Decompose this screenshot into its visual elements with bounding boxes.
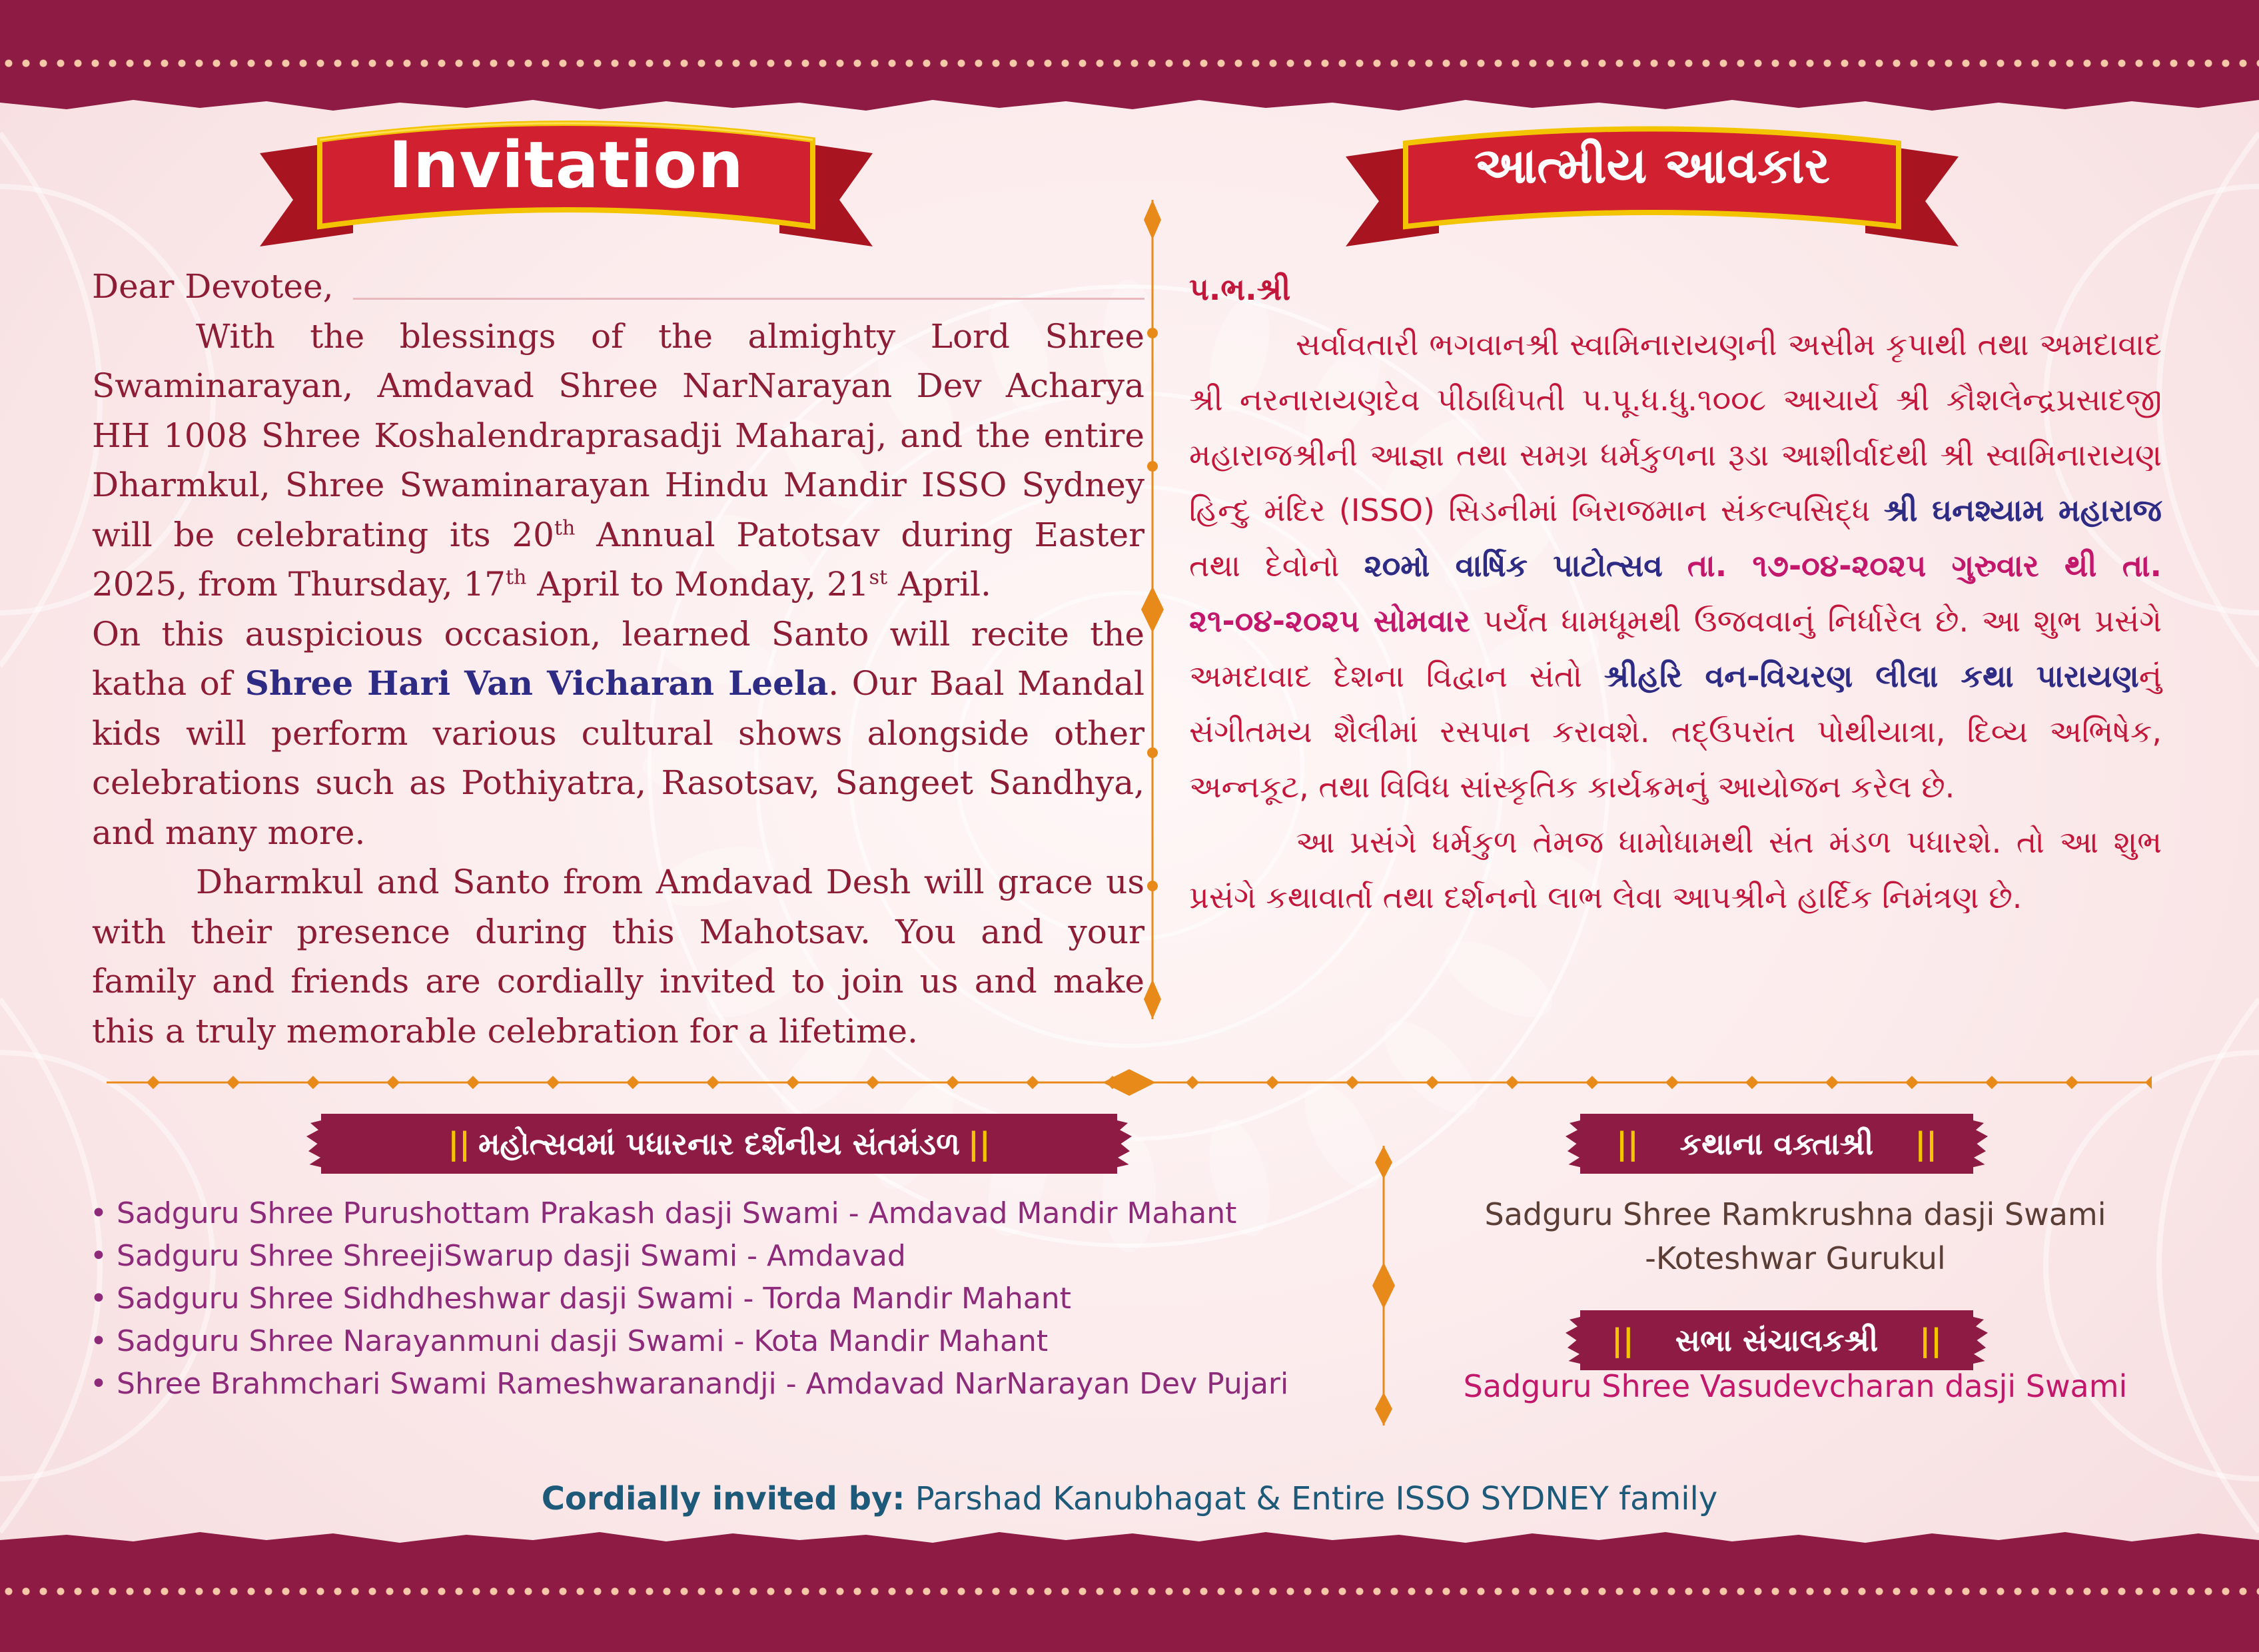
divider-ornament xyxy=(226,1076,240,1089)
heading-bar-left: || xyxy=(1611,1322,1634,1358)
divider-ornament xyxy=(2145,1076,2152,1089)
horizontal-ornament-divider xyxy=(107,1066,2152,1099)
para2-text-b: . Our Baal Mandal kids will perform various cultural shows alongside other celebrations such as Pothiyatra, Rasotsav, Sangeet Sandhya, and many more. xyxy=(92,664,1144,852)
bottom-dotted-trim xyxy=(0,1587,2259,1596)
superscript: th xyxy=(554,516,576,540)
katha-heading xyxy=(1580,1114,1973,1174)
divider-ornament xyxy=(1665,1076,1679,1089)
gu-highlight-dates: તા. ૧૭-૦૪-૨૦૨૫ ગુરુવાર થી તા. ૨૧-૦૪-૨૦૨૫ સોમવાર xyxy=(1189,548,2162,639)
gu-text: પર્યંત ધામધૂમથી ઉજવવાનું નિર્ધારેલ છે. આ શુભ પ્રસંગે અમદાવાદ દેશના વિદ્વાન સંતો xyxy=(1189,603,2162,694)
list-item: • Shree Brahmchari Swami Rameshwaranandji - Amdavad NarNarayan Dev Pujari xyxy=(90,1363,1356,1406)
mandala-petal xyxy=(1433,926,1564,1032)
heading-bar-right: || xyxy=(1915,1126,1937,1162)
gu-text: તથા દેવોનો xyxy=(1189,548,1364,584)
english-paragraph-2 xyxy=(92,610,1144,858)
bottom-torn-edge xyxy=(0,1529,2259,1549)
gu-text: સર્વાવતારી ભગવાનશ્રી સ્વામિનારાયણની અસીમ કૃપાથી તથા અમદાવાદ શ્રી નરનારાયણદેવ પીઠાધિપતી પ.પૂ.ધ.ધુ.૧૦૦૮ આચાર્ય શ્રી કૌશલેન્દ્રપ્રસાદજી મહારાજશ્રીની આજ્ઞા તથા સમગ્ર ધર્મકુળના રૂડા આશીર્વાદથી શ્રી સ્વામિનારાયણ હિન્દુ મંદિર (ISSO) સિડનીમાં બિરાજમાન સંકલ્પસિદ્ધ xyxy=(1189,326,2162,528)
heading-bar-left: || xyxy=(448,1126,470,1162)
divider-ornament xyxy=(1585,1076,1599,1089)
invited-by-label: Cordially invited by: xyxy=(541,1480,905,1517)
para2-text-a: On this auspicious occasion, learned Santo will recite the katha of xyxy=(92,614,1144,703)
top-border xyxy=(0,0,2259,100)
divider-ornament xyxy=(1346,1076,1359,1089)
divider-ornament xyxy=(1426,1076,1439,1089)
para1-text-d: April. xyxy=(887,565,991,604)
ribbon-title-english: Invitation xyxy=(388,128,744,203)
katha-speaker-place: -Koteshwar Gurukul xyxy=(1645,1240,1946,1276)
heading-bar-right: || xyxy=(968,1126,991,1162)
gu-highlight-ghanshyam: શ્રી ઘનશ્યામ મહારાજ xyxy=(1883,492,2162,528)
divider-ornament xyxy=(786,1076,799,1089)
vertical-ornament-divider-lower xyxy=(1367,1146,1400,1426)
divider-ornament xyxy=(1186,1076,1199,1089)
superscript: st xyxy=(869,566,888,590)
heading-bar-left: || xyxy=(1616,1126,1639,1162)
english-message xyxy=(92,262,1144,1056)
gu-highlight-katha: શ્રીહરિ વન-વિચરણ લીલા કથા પારાયણ xyxy=(1603,658,2139,694)
katha-title-highlight: Shree Hari Van Vicharan Leela xyxy=(244,663,829,703)
divider-ornament xyxy=(1825,1076,1839,1089)
top-dotted-trim xyxy=(0,59,2259,68)
invited-by-text: Parshad Kanubhagat & Entire ISSO SYDNEY family xyxy=(905,1480,1718,1517)
divider-ornament xyxy=(546,1076,560,1089)
divider-ornament xyxy=(1745,1076,1759,1089)
top-torn-edge xyxy=(0,93,2259,113)
gujarati-message xyxy=(1189,262,2162,925)
divider-ornament xyxy=(1905,1076,1919,1089)
divider-ornament xyxy=(1266,1076,1279,1089)
invitation-ribbon xyxy=(253,113,879,260)
sant-mandal-heading xyxy=(321,1114,1117,1174)
cordially-invited-by xyxy=(0,1480,2259,1517)
heading-bar-right: || xyxy=(1919,1322,1942,1358)
gu-highlight-patotsav: ૨૦મો વાર્ષિક પાટોત્સવ xyxy=(1364,548,1663,584)
list-item: • Sadguru Shree Sidhdheshwar dasji Swami - Torda Mandir Mahant xyxy=(90,1278,1356,1320)
salutation-english xyxy=(92,262,1144,312)
divider-ornament xyxy=(866,1076,879,1089)
sant-mandal-heading-text: મહોત્સવમાં પધારનાર દર્શનીય સંતમંડળ xyxy=(478,1126,961,1162)
superscript: th xyxy=(506,566,527,590)
gu-text: નું સંગીતમય શૈલીમાં રસપાન કરાવશે. તદ્ઉપરાંત પોથીયાત્રા, દિવ્ય અભિષેક, અન્નકૂટ, તથા વિવિધ સાંસ્કૃતિક કાર્યક્રમનું આયોજન કરેલ છે. xyxy=(1189,658,2162,805)
divider-ornament xyxy=(946,1076,959,1089)
divider-ornament xyxy=(386,1076,400,1089)
salutation-gujarati: પ.ભ.શ્રી xyxy=(1189,271,1291,307)
list-item: • Sadguru Shree Narayanmuni dasji Swami - Kota Mandir Mahant xyxy=(90,1320,1356,1363)
para1-text-c: April to Monday, 21 xyxy=(526,565,869,604)
gujarati-paragraph-2: આ પ્રસંગે ધર્મકુળ તેમજ ધામોધામથી સંત મંડળ પધારશે. તો આ શુભ પ્રસંગે કથાવાર્તા તથા દર્શનનો લાભ લેવા આપશ્રીને હાર્દિક નિમંત્રણ છે. xyxy=(1189,824,2162,915)
divider-ornament xyxy=(2065,1076,2078,1089)
gu-text xyxy=(1663,548,1687,584)
para1-text-a: With the blessings of the almighty Lord Shree Swaminarayan, Amdavad Shree NarNarayan Dev Acharya HH 1008 Shree Koshalendraprasadji Maharaj, and the entire Dharmkul, Shree Swaminarayan Hindu Mandir ISSO Sydney will be celebrating its 20 xyxy=(92,316,1144,554)
ribbon-title-gujarati: આત્મીય આવકાર xyxy=(1474,137,1830,195)
gujarati-paragraph-1 xyxy=(1189,317,2162,815)
divider-ornament xyxy=(466,1076,480,1089)
aatmiya-aavkar-ribbon xyxy=(1339,120,1965,260)
divider-ornament xyxy=(1506,1076,1519,1089)
katha-heading-text: કથાના વક્તાશ્રી xyxy=(1679,1126,1874,1162)
sabha-heading xyxy=(1580,1310,1973,1370)
salutation-underline xyxy=(353,298,1144,300)
divider-ornament xyxy=(306,1076,320,1089)
katha-speaker-name: Sadguru Shree Ramkrushna dasji Swami xyxy=(1484,1196,2106,1232)
bottom-border xyxy=(0,1545,2259,1652)
sabha-heading-text: સભા સંચાલકશ્રી xyxy=(1675,1322,1879,1358)
list-item: • Sadguru Shree Purushottam Prakash dasji Swami - Amdavad Mandir Mahant xyxy=(90,1192,1356,1235)
divider-ornament xyxy=(1985,1076,1999,1089)
sant-mandal-list xyxy=(90,1192,1356,1406)
divider-ornament xyxy=(147,1076,160,1089)
list-item: • Sadguru Shree ShreejiSwarup dasji Swami - Amdavad xyxy=(90,1235,1356,1278)
english-paragraph-3: Dharmkul and Santo from Amdavad Desh will grace us with their presence during this Mahotsav. You and your family and friends are cordially invited to join us and make this a truly memorable celebration for a lifetime. xyxy=(92,863,1144,1050)
salutation-text: Dear Devotee, xyxy=(92,267,334,306)
katha-speaker xyxy=(1406,1192,2185,1280)
para1-text-b: Annual Patotsav during Easter 2025, from Thursday, 17 xyxy=(92,515,1144,604)
divider-ornament xyxy=(706,1076,719,1089)
sabha-conductor-name: Sadguru Shree Vasudevcharan dasji Swami xyxy=(1463,1368,2128,1404)
divider-ornament xyxy=(626,1076,640,1089)
english-paragraph-1 xyxy=(92,312,1144,610)
divider-ornament xyxy=(1026,1076,1039,1089)
